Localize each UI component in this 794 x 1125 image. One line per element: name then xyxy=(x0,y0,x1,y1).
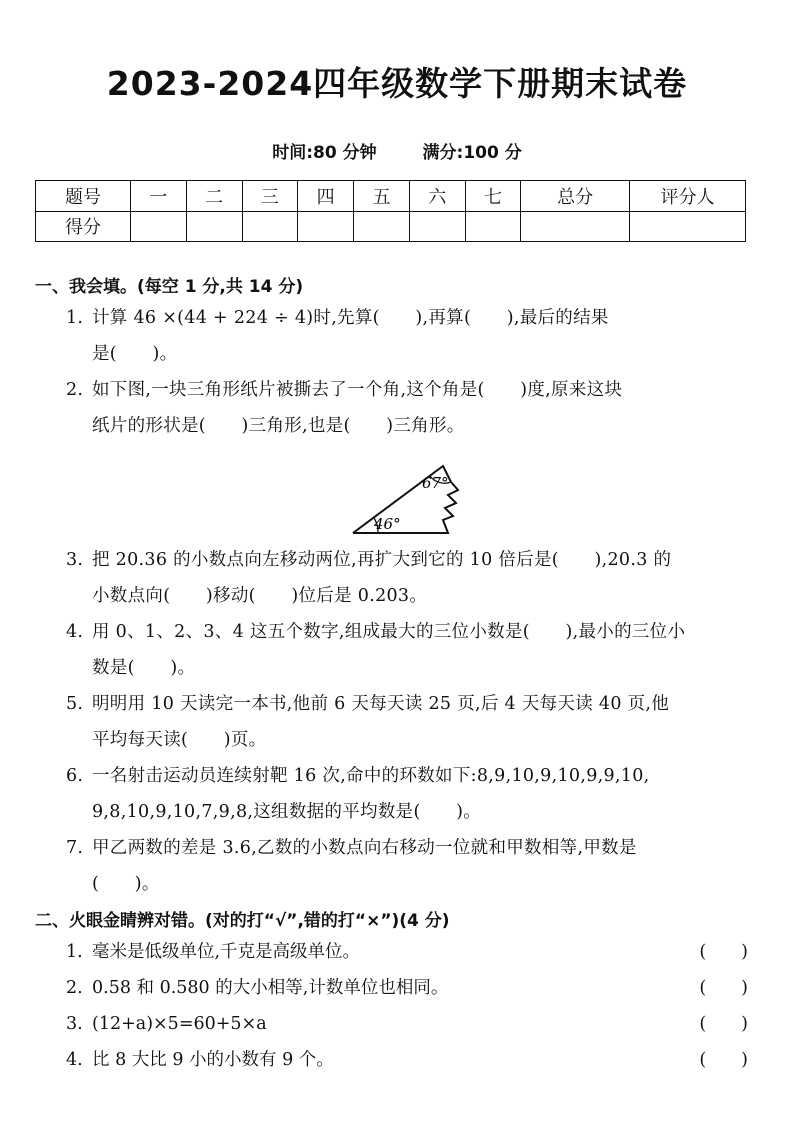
score-input-cell[interactable] xyxy=(521,211,630,242)
exam-meta xyxy=(0,138,794,163)
question-text-cont: 小数点向( )移动( )位后是 0.203。 xyxy=(92,586,428,606)
question-number: 5. xyxy=(66,694,84,714)
question-6 xyxy=(66,758,748,830)
tf-number: 2. xyxy=(66,978,83,998)
score-table xyxy=(35,180,746,242)
question-text: 一名射击运动员连续射靶 16 次,命中的环数如下:8,9,10,9,10,9,9,10, xyxy=(92,766,650,786)
exam-title: 2023-2024四年级数学下册期末试卷 xyxy=(106,64,688,103)
question-text: 计算 46 ×(44 + 224 ÷ 4)时,先算( ),再算( ),最后的结果 xyxy=(92,308,609,328)
time-label: 时间:80 分钟 xyxy=(272,143,377,163)
tf-number: 4. xyxy=(66,1050,83,1070)
score-row-label: 得分 xyxy=(36,211,131,242)
score-header-cell: 一 xyxy=(131,181,187,212)
torn-triangle-figure xyxy=(348,448,468,538)
score-header-cell: 评分人 xyxy=(630,181,746,212)
question-text: 明明用 10 天读完一本书,他前 6 天每天读 25 页,后 4 天每天读 40 页,他 xyxy=(92,694,670,714)
question-text-cont: 平均每天读( )页。 xyxy=(92,730,267,750)
score-header-cell: 二 xyxy=(186,181,242,212)
answer-paren[interactable]: ( ) xyxy=(699,1050,748,1070)
question-number: 1. xyxy=(66,308,84,328)
score-input-cell[interactable] xyxy=(186,211,242,242)
question-5 xyxy=(66,686,748,758)
question-1 xyxy=(66,300,748,372)
tf-item-4 xyxy=(66,1048,748,1072)
question-number: 4. xyxy=(66,622,84,642)
score-input-cell[interactable] xyxy=(242,211,298,242)
score-header-cell: 五 xyxy=(354,181,410,212)
question-4 xyxy=(66,614,748,686)
score-input-cell[interactable] xyxy=(354,211,410,242)
question-3 xyxy=(66,542,748,614)
score-header-cell: 三 xyxy=(242,181,298,212)
tf-text: 0.58 和 0.580 的大小相等,计数单位也相同。 xyxy=(92,978,449,998)
score-header-cell: 七 xyxy=(465,181,521,212)
question-text: 用 0、1、2、3、4 这五个数字,组成最大的三位小数是( ),最小的三位小 xyxy=(92,622,686,642)
score-input-cell[interactable] xyxy=(630,211,746,242)
angle-label-left: 46° xyxy=(374,515,401,533)
score-header-cell: 总分 xyxy=(521,181,630,212)
answer-paren[interactable]: ( ) xyxy=(699,942,748,962)
score-header-cell: 四 xyxy=(298,181,354,212)
answer-paren[interactable]: ( ) xyxy=(699,1014,748,1034)
tf-item-3 xyxy=(66,1012,748,1036)
question-number: 3. xyxy=(66,550,84,570)
score-table-score-row xyxy=(36,211,746,242)
question-text: 把 20.36 的小数点向左移动两位,再扩大到它的 10 倍后是( ),20.3 的 xyxy=(92,550,672,570)
section2-heading: 二、火眼金睛辨对错。(对的打“√”,错的打“×”)(4 分) xyxy=(35,911,450,931)
tf-item-1 xyxy=(66,940,748,964)
question-number: 7. xyxy=(66,838,84,858)
question-text-cont: 是( )。 xyxy=(92,344,178,364)
question-text-cont: 9,8,10,9,10,7,9,8,这组数据的平均数是( )。 xyxy=(92,802,482,822)
section1-heading: 一、我会填。(每空 1 分,共 14 分) xyxy=(35,277,304,297)
question-number: 6. xyxy=(66,766,84,786)
score-label: 满分:100 分 xyxy=(422,143,522,163)
tf-text: (12+a)×5=60+5×a xyxy=(92,1014,267,1034)
score-input-cell[interactable] xyxy=(131,211,187,242)
tf-text: 比 8 大比 9 小的小数有 9 个。 xyxy=(92,1050,334,1070)
question-text-cont: 纸片的形状是( )三角形,也是( )三角形。 xyxy=(92,416,465,436)
score-input-cell[interactable] xyxy=(298,211,354,242)
question-text-cont: 数是( )。 xyxy=(92,658,196,678)
tf-text: 毫米是低级单位,千克是高级单位。 xyxy=(92,942,361,962)
question-2 xyxy=(66,372,748,444)
score-table-header-row xyxy=(36,181,746,212)
angle-label-top: 67° xyxy=(422,474,449,492)
score-input-cell[interactable] xyxy=(409,211,465,242)
score-input-cell[interactable] xyxy=(465,211,521,242)
tf-number: 1. xyxy=(66,942,83,962)
question-7 xyxy=(66,830,748,902)
question-number: 2. xyxy=(66,380,84,400)
tf-item-2 xyxy=(66,976,748,1000)
score-header-cell: 六 xyxy=(409,181,465,212)
answer-paren[interactable]: ( ) xyxy=(699,978,748,998)
question-text: 如下图,一块三角形纸片被撕去了一个角,这个角是( )度,原来这块 xyxy=(92,380,623,400)
question-text: 甲乙两数的差是 3.6,乙数的小数点向右移动一位就和甲数相等,甲数是 xyxy=(92,838,637,858)
tf-number: 3. xyxy=(66,1014,83,1034)
question-text-cont: ( )。 xyxy=(92,874,160,894)
score-header-cell: 题号 xyxy=(36,181,131,212)
